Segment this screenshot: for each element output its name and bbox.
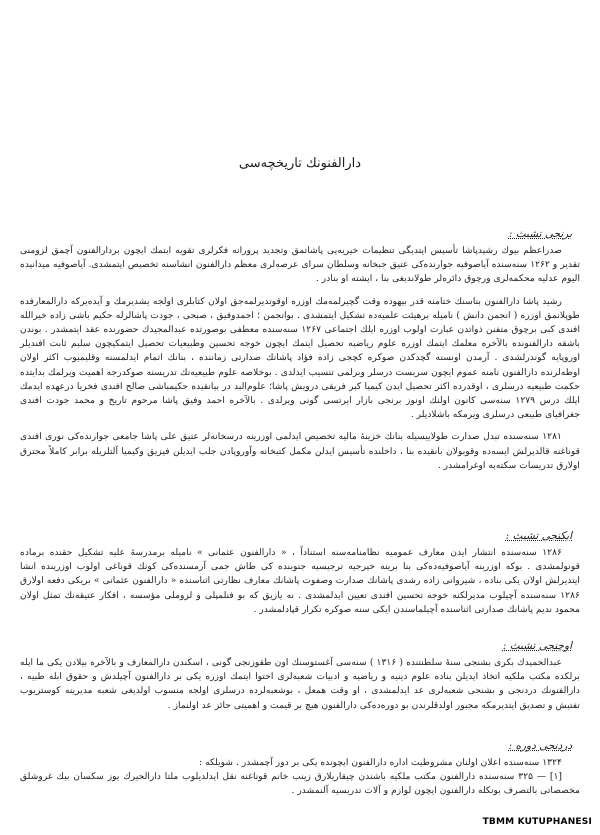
section-heading: ایكنجی تشبث : xyxy=(505,530,572,542)
library-watermark: TBMM KUTUPHANESI xyxy=(482,817,592,827)
section-heading: برنجی تشبث : xyxy=(508,228,572,240)
paragraph: [۱] — ۳۲۵ سنه‌سنده دارالفنون مكتب ملكیه باشندن چیقاریلارق زینب خانم قوناغنه نقل ایدلدیلوب ملتا دارالحیرك یوز سكسان بیك غروشلق مخصصاتی بالتصرف بونكله دارالفنون ایچون لوازم و آلات تدریسیه آلنمشدر . xyxy=(20,771,580,797)
section-second-attempt xyxy=(20,530,580,617)
document-title: دارالفنونك تاريخچه‌سى xyxy=(238,156,362,171)
paragraph: عبدالحمیدك بكری بشنجی سنهٔ سلطنتنده ( ۱۳۱۶ ) سنه‌سی آغستوسنك اون طقوزنجی گونی ، اسكندن دارالمعارف و بالآخره بیلادن یكی ما ایله برلكده مكتب ملكیه اتخاذ ایدیلن بناده علوم دینیه و ریاضیه و ادبیات شعبه‌لری احتوا ایتمك اوزره یكی بر دارالفنون آچیلدش و حقوق ابله طبیه ، دارالفنونك دردنجی و بشنجی شعبه‌لری عد ایدلمشدی ، او وقت همعل ، بوشعبه‌لرده درسلری اولجه منسوب اولدیغی شعبه مدیرینه كوستریوب تفتیش و تصدیق ایتدیرمكه مجبور اولدقلرندن بو دوره‌ده‌كی دارالفنون هیچ بر قیمت و اهمیتی حائز عد اولنماز . xyxy=(20,657,580,711)
section-third-attempt xyxy=(20,640,580,713)
section-heading: دردنجی دوره : xyxy=(508,740,572,752)
paragraph: صدراعظم بیوك رشیدپاشا تأسیس ایتدیگی تنظیمات خیریه‌یی پاشاتمق وتجدید پرورانه فكرلری تقویه ایتمك ایچون بردارالفنون آچمق لزومنی تقدیر و ۱۲۶۲ سنه‌سنده آیاصوفیه جوارنده‌كی عتیق جبخانه وسلطان سرای عرصه‌لری معظم دارالفنون انشاسنه تخصیص ایتمشدی. آیاصوفیه میدانیده الیوم عدلیه محكمه‌لری ورچوق دائره‌لر طولاندیغی بنا ، ایشته او بنادر . xyxy=(20,245,580,285)
section-fourth-period xyxy=(20,740,580,799)
section-heading: اوچنجی تشبث : xyxy=(502,640,572,652)
paragraph: ۱۳۲۴ سنه‌سنده اعلان اولنان مشروطیت اداره دارالفنون ایچونده یكی بر دور آچمشدر . شویلكه : xyxy=(199,757,562,768)
paragraph: رشید پاشا دارالفنون بناسنك ختامنه قدر بیهوده وقت گچیرلمه‌مك اوزره اوقوتدیرلمه‌جق اولان كتابلری اولجه یشدیرمك و آیده‌یركه دارالمعارفده طوپلانمق اوزره ( انجمن دانش ) نامیله برهیئت علمیه‌ده تشكیل ایتمشدی . بوانجمن ؛ احمدوفیق ، صبحی ، جودت پاشالرله حكیم باشی زاده خیرالله افندی كبی برچوق متفنن ذواتدن عبارت اولوب اوزره ایلك اجتماعی ۱۲۶۷ سنه‌سنده معطفی بوصورتده عبدالمجیدك حضورنده عقد ایتمشدر . بوندن باشقه دارالفنونده بالآخره معلمك ایتمك اوزره علوم ریاضیه تحصیل ایتمك ایچون خوجه تحسین وطبیعیات تحصیل ایتمكیچون سلیم ثابت افندیلر اوروپایه گوندرلشدی . آرمدن اونسنه گچدكدن صوكره كچجی زاده فؤاد پاشانك صدارتی زماننده ، بنانك اتمام ایدلمسنه وقلیمیوب اكثر اولان اوطه‌لرنده دارالفنون نامنه عموم ایچون سربست درسلر وبرلمی تنسیب ایدلدی . بوخلاصه علوم طبیعیه‌نك تدریسنه صوكدرجه اهمیت ویرلمك بدایتده حكمت طبیعیه درسلری ، اوقدرده اكثر تحصیل ایدن كیمیا كبر فریقی درویش پاشا؛ علوم‌البد در بیانقیده حكیمباشی صالح افندی فخریا درعهده ایدمك ایلك درس ۱۲۷۹ سنه‌سی كانون اولنك اونوز برنجی بازار ایرتسی گونی ویرلدی . بالآخره احمد وفیق پاشا مرحوم تاریخ و محمد جودت افندی جغرافیای طبیعی درسلری ویرمكه باشلادیلر . xyxy=(20,295,580,421)
section-first-attempt xyxy=(20,228,580,473)
paragraph: ۱۲۸۶ سنه‌سنده انتشار ایدن معارف عمومیه نظامنامه‌سنه استناداً ، « دارالفنون عثمانی » نامیله برمدرسهٔ علیه تشكیل حقنده برماده قونولمشدی . بوكه اوزرینه آیاصوفیه‌ده‌كی بنا برینه خیرجیه ترجیسیه جنوبنده كی طاش جمی آرمسنده‌كی كونك قوناغی اولوب اوزرینده انشا ایتدیرلش اولان یكی بناده ، شیروانی زاده رشدی پاشانك صدارت وصفوت پاشانك معارف نظارتی اثناسنده « دارالفنون عثمانی » بریكی دفعه اولارق ۱۲۸۶ سنه‌سنده آچیلوب مدیرلكنه خوجه تحسین افندی تعیین ایدلمشدی . نه یازیق كه بو فنلمپلی و لزوملی مؤسسه ، افكار عتیقه‌نك تمثل اولان محمود ندیم پاشانك صدارتی اثناسنده آچیلماسندن ایكی سنه صوكره تكرار قپادلمشدر . xyxy=(20,547,580,615)
paragraph: ۱۲۸۱ سنه‌سنده تبدل صدارت طولاییسیله بنانك خزینهٔ مالیه تخصیص ایدلمی اوزرینه درسخانه‌لر عتیق علی پاشا جامعی جوارنده‌كی نوری افندی قوناغنه قالدیرلش ایسه‌ده وقوبولان بانقیده بنا ، داخلنده تأسیس ایدلن مكمل كتبخانه وآوروپادن جلب ایدیلن فیزیق وكیمیا آلتلریله برابر كاملاً محترق اولارق تدریسات سكته‌یه اوغرامشدر . xyxy=(20,431,580,471)
